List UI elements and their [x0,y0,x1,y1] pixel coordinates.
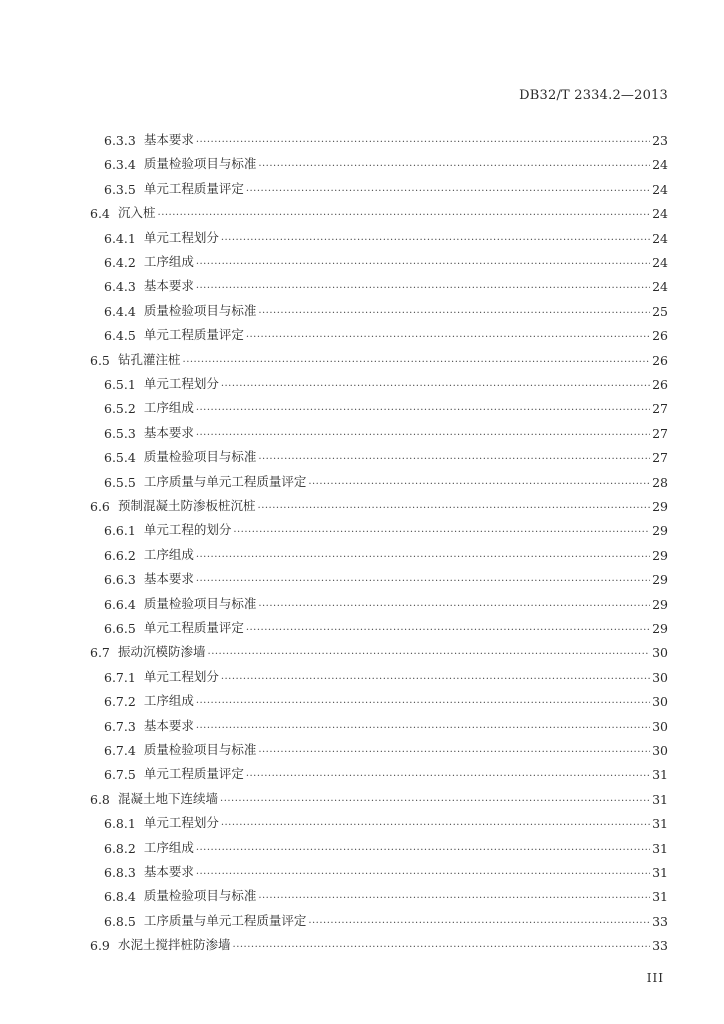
toc-entry-title: 质量检验项目与标准 [143,742,257,757]
toc-entry-title: 质量检验项目与标准 [143,156,257,172]
toc-entry-title: 单元工程划分 [143,815,219,831]
toc-entry-number: 6.8.2 [104,840,136,856]
toc-entry-page: 27 [652,401,668,417]
toc-entry[interactable] [0,539,724,563]
toc-entry-page: 29 [652,621,668,636]
toc-entry[interactable] [0,368,724,392]
toc-entry-page: 29 [652,572,668,588]
toc-entry-page: 27 [652,425,668,441]
toc-dot-leader [196,256,650,267]
toc-dot-leader [196,573,650,584]
toc-entry[interactable] [0,588,724,612]
toc-dot-leader [246,768,650,779]
toc-entry-number: 6.6.3 [104,572,136,588]
toc-entry-number: 6.4.5 [104,328,136,344]
toc-entry-page: 24 [652,157,668,173]
toc-entry[interactable] [0,661,724,685]
toc-dot-leader [196,549,650,560]
toc-dot-leader [221,817,650,828]
toc-entry-page: 25 [652,303,668,319]
toc-entry[interactable] [0,270,724,294]
toc-entry-number: 6.7 [90,645,110,661]
toc-dot-leader [308,476,650,487]
toc-entry-title: 钻孔灌注桩 [118,351,181,367]
toc-entry-page: 24 [652,230,668,246]
toc-dot-leader [183,354,650,365]
toc-entry[interactable] [0,636,724,660]
toc-entry[interactable] [0,173,724,197]
toc-dot-leader [221,671,650,682]
toc-entry-page: 33 [652,938,668,954]
toc-entry-page: 24 [652,279,668,295]
toc-dot-leader [196,720,650,731]
toc-entry-page: 24 [652,181,668,197]
toc-entry[interactable] [0,344,724,368]
toc-entry-title: 质量检验项目与标准 [143,595,257,611]
toc-entry-page: 26 [652,328,668,344]
toc-entry-page: 29 [652,523,668,539]
toc-entry-number: 6.5.3 [104,425,136,441]
toc-entry-title: 单元工程质量评定 [143,620,244,635]
toc-entry[interactable] [0,758,724,782]
toc-entry-page: 30 [652,718,668,734]
toc-entry-number: 6.4.2 [104,255,136,270]
toc-entry-title: 基本要求 [143,424,194,440]
toc-entry-title: 单元工程划分 [143,229,219,245]
toc-entry[interactable] [0,392,724,416]
standard-code: DB32/T 2334.2—2013 [519,88,668,103]
toc-dot-leader [196,427,650,438]
toc-dot-leader [258,890,650,901]
toc-entry-title: 振动沉模防渗墙 [118,644,206,660]
toc-entry[interactable] [0,929,724,953]
toc-entry[interactable] [0,417,724,441]
toc-entry-title: 单元工程质量评定 [143,327,244,343]
toc-entry-number: 6.8.3 [104,865,136,880]
toc-entry-page: 33 [652,913,668,929]
toc-entry-page: 24 [652,206,668,222]
toc-entry-title: 基本要求 [143,864,194,879]
toc-dot-leader [196,280,650,291]
toc-entry-number: 6.5.1 [104,377,136,392]
toc-entry-number: 6.7.1 [104,669,136,685]
page-number: III [646,971,664,985]
toc-entry-title: 预制混凝土防渗板桩沉桩 [118,498,256,513]
toc-entry-page: 31 [652,791,668,807]
toc-entry[interactable] [0,563,724,587]
toc-entry-page: 30 [652,645,668,661]
toc-entry-title: 基本要求 [143,717,194,733]
toc-entry-title: 混凝土地下连续墙 [118,790,219,806]
toc-entry-page: 31 [652,865,668,880]
toc-entry-title: 工序质量与单元工程质量评定 [143,912,307,928]
toc-entry-page: 26 [652,377,668,392]
toc-entry-title: 工序组成 [143,254,194,269]
toc-dot-leader [208,646,650,657]
toc-entry[interactable] [0,832,724,856]
toc-entry[interactable] [0,295,724,319]
toc-entry-number: 6.8.5 [104,913,136,929]
toc-entry-page: 31 [652,889,668,905]
toc-entry-page: 29 [652,547,668,563]
toc-entry-number: 6.6.1 [104,523,136,539]
toc-entry-title: 质量检验项目与标准 [143,888,257,904]
toc-entry-number: 6.7.2 [104,694,136,710]
toc-entry-page: 31 [652,840,668,856]
toc-dot-leader [196,402,650,413]
toc-entry-number: 6.4.3 [104,279,136,295]
toc-entry-number: 6.8.4 [104,889,136,905]
toc-dot-leader [158,207,650,218]
toc-dot-leader [246,622,650,633]
toc-dot-leader [196,842,650,853]
toc-entry-title: 工序组成 [143,693,194,709]
toc-entry[interactable] [0,905,724,929]
toc-entry-page: 30 [652,743,668,758]
toc-entry[interactable] [0,734,724,758]
toc-entry-number: 6.6.2 [104,547,136,563]
toc-entry-title: 单元工程划分 [143,668,219,684]
toc-entry[interactable] [0,124,724,148]
toc-entry-title: 工序质量与单元工程质量评定 [143,473,307,489]
toc-entry[interactable] [0,148,724,172]
toc-entry-number: 6.3.4 [104,157,136,173]
toc-entry-title: 质量检验项目与标准 [143,302,257,318]
toc-entry-title: 单元工程质量评定 [143,766,244,782]
toc-entry-number: 6.6.5 [104,621,136,636]
toc-entry-number: 6.3.3 [104,133,136,148]
toc-entry-number: 6.8 [90,791,110,807]
toc-entry-title: 基本要求 [143,132,194,147]
toc-entry[interactable] [0,807,724,831]
toc-dot-leader [220,793,650,804]
toc-dot-leader [196,866,650,877]
toc-entry-number: 6.6 [90,499,110,514]
toc-entry-number: 6.5.2 [104,401,136,417]
toc-entry-title: 工序组成 [143,546,194,562]
toc-dot-leader [221,378,650,389]
toc-entry-page: 27 [652,450,668,466]
toc-dot-leader [308,915,650,926]
toc-entry-page: 24 [652,255,668,270]
toc-entry[interactable] [0,685,724,709]
toc-dot-leader [246,183,650,194]
toc-entry-number: 6.4.1 [104,230,136,246]
toc-dot-leader [258,158,650,169]
toc-dot-leader [246,329,650,340]
toc-entry[interactable] [0,783,724,807]
toc-entry-page: 23 [652,133,668,148]
toc-entry[interactable] [0,612,724,636]
toc-entry-number: 6.7.3 [104,718,136,734]
toc-entry[interactable] [0,246,724,270]
toc-entry-page: 30 [652,669,668,685]
toc-entry[interactable] [0,319,724,343]
toc-entry-page: 30 [652,694,668,710]
toc-entry-title: 工序组成 [143,400,194,416]
toc-entry-title: 工序组成 [143,839,194,855]
toc-entry-page: 31 [652,816,668,832]
toc-entry-page: 29 [652,499,668,514]
toc-entry[interactable] [0,222,724,246]
toc-entry-number: 6.8.1 [104,816,136,832]
toc-dot-leader [258,500,650,511]
toc-entry[interactable] [0,856,724,880]
toc-entry-number: 6.5.4 [104,450,136,466]
toc-dot-leader [196,134,650,145]
toc-entry-title: 质量检验项目与标准 [143,449,257,465]
toc-entry[interactable] [0,490,724,514]
toc-entry-title: 单元工程划分 [143,376,219,391]
toc-entry[interactable] [0,880,724,904]
toc-entry-page: 28 [652,474,668,490]
toc-entry[interactable] [0,441,724,465]
toc-entry-title: 沉入桩 [118,205,156,221]
toc-entry-number: 6.4 [90,206,110,222]
toc-entry-title: 水泥土搅拌桩防渗墙 [118,937,231,953]
toc-entry-page: 31 [652,767,668,783]
toc-entry-title: 单元工程的划分 [143,522,232,538]
toc-dot-leader [221,232,650,243]
toc-entry-number: 6.5.5 [104,474,136,490]
toc-dot-leader [233,524,650,535]
toc-entry-number: 6.5 [90,352,110,368]
toc-entry[interactable] [0,514,724,538]
toc-dot-leader [258,451,650,462]
toc-entry-page: 29 [652,596,668,612]
toc-entry-title: 基本要求 [143,278,194,294]
toc-entry-title: 单元工程质量评定 [143,180,244,196]
toc-dot-leader [258,305,650,316]
toc-entry[interactable] [0,710,724,734]
toc-dot-leader [258,744,650,755]
toc-dot-leader [258,598,650,609]
toc-entry-number: 6.7.4 [104,743,136,758]
toc-entry-number: 6.9 [90,938,110,954]
toc-dot-leader [233,939,650,950]
toc-dot-leader [196,695,650,706]
toc-entry-number: 6.6.4 [104,596,136,612]
toc-entry-number: 6.7.5 [104,767,136,783]
toc-entry[interactable] [0,466,724,490]
toc-entry[interactable] [0,197,724,221]
toc-entry-page: 26 [652,352,668,368]
toc-entry-title: 基本要求 [143,571,194,587]
toc-entry-number: 6.3.5 [104,181,136,197]
toc-entry-number: 6.4.4 [104,303,136,319]
